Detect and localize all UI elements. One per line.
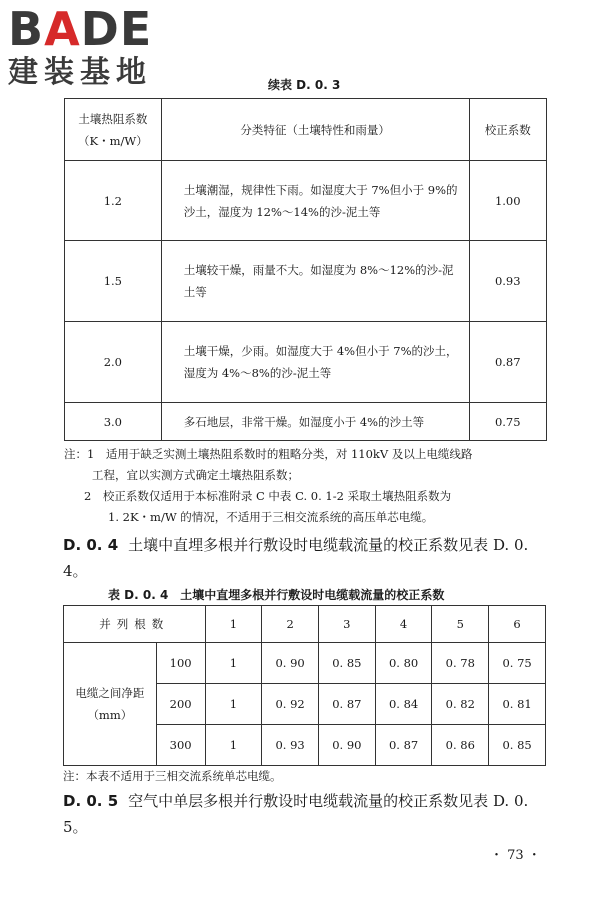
header-correction: 校正系数	[469, 99, 546, 161]
cell-value: 1	[205, 725, 262, 766]
cell-description: 多石地层，非常干燥。如湿度小于 4%的沙土等	[161, 403, 469, 441]
cell-value: 0. 90	[318, 725, 375, 766]
header-thermal-resistance	[65, 99, 162, 161]
clause-text: 土壤中直埋多根并行敷设时电缆载流量的校正系数见表 D. 0. 4。	[63, 536, 529, 580]
cell-coefficient: 0.87	[469, 322, 546, 403]
cell-value: 0. 75	[489, 643, 546, 684]
cell-value: 0. 78	[432, 643, 489, 684]
header-count: 2	[262, 606, 319, 643]
brand-logo	[8, 2, 178, 90]
clause-text: 空气中单层多根并行敷设时电缆载流量的校正系数见表 D. 0. 5。	[63, 792, 529, 836]
cell-value: 0. 87	[375, 725, 432, 766]
header-classification: 分类特征（土壤特性和雨量）	[161, 99, 469, 161]
cell-value: 0. 86	[432, 725, 489, 766]
cell-value: 0. 92	[262, 684, 319, 725]
row-label-line: 电缆之间净距	[75, 686, 145, 700]
row-label-line: （mm）	[87, 708, 133, 722]
header-count: 5	[432, 606, 489, 643]
cell-value: 1	[205, 684, 262, 725]
cell-description: 土壤较干燥，雨量不大。如湿度为 8%～12%的沙-泥土等	[161, 241, 469, 322]
cell-resistance: 1.2	[65, 161, 162, 241]
cell-spacing: 300	[156, 725, 205, 766]
page-number: ・ 73 ・	[490, 848, 541, 863]
table1-caption: 续表 D. 0. 3	[268, 78, 341, 92]
table-header-row	[65, 99, 547, 161]
logo-wordmark: BADE	[8, 2, 153, 56]
cell-value: 1	[205, 643, 262, 684]
clause-d05	[63, 788, 553, 840]
header-count: 6	[489, 606, 546, 643]
table-row	[65, 241, 547, 322]
header-count: 3	[318, 606, 375, 643]
cell-resistance: 3.0	[65, 403, 162, 441]
table-row	[65, 322, 547, 403]
header-line: 土壤热阻系数	[78, 111, 148, 126]
cell-spacing: 200	[156, 684, 205, 725]
row-label-spacing	[64, 643, 157, 766]
header-line: （K・m/W）	[78, 133, 148, 148]
header-count: 1	[205, 606, 262, 643]
cell-value: 0. 90	[262, 643, 319, 684]
soil-thermal-resistance-table	[64, 98, 547, 441]
cell-value: 0. 81	[489, 684, 546, 725]
table-row	[64, 643, 546, 684]
header-parallel-count	[64, 606, 206, 643]
table-header-row	[64, 606, 546, 643]
clause-number: D. 0. 5	[63, 792, 119, 810]
cell-coefficient: 0.75	[469, 403, 546, 441]
table2-note: 注：本表不适用于三相交流系统单芯电缆。	[63, 769, 282, 783]
cell-coefficient: 1.00	[469, 161, 546, 241]
cell-description: 土壤潮湿，规律性下雨。如湿度大于 7%但小于 9%的沙土，湿度为 12%～14%的沙-泥土等	[161, 161, 469, 241]
cell-description: 土壤干燥，少雨。如湿度大于 4%但小于 7%的沙土，湿度为 4%～8%的沙-泥土等	[161, 322, 469, 403]
table1-note-2	[84, 486, 549, 528]
note-line: 注：1 适用于缺乏实测土壤热阻系数时的粗略分类，对 110kV 及以上电缆线路	[64, 447, 473, 461]
note-line: 2 校正系数仅适用于本标准附录 C 中表 C. 0. 1-2 采取土壤热阻系数为	[84, 489, 452, 503]
cell-value: 0. 93	[262, 725, 319, 766]
clause-d04	[63, 532, 553, 584]
cell-value: 0. 84	[375, 684, 432, 725]
cell-value: 0. 80	[375, 643, 432, 684]
table1-note-1	[64, 444, 549, 486]
table2-caption: 表 D. 0. 4 土壤中直埋多根并行敷设时电缆载流量的校正系数	[108, 588, 445, 602]
parallel-cable-correction-table	[63, 605, 546, 766]
note-line: 工程，宜以实测方式确定土壤热阻系数；	[92, 468, 299, 482]
header-count: 4	[375, 606, 432, 643]
cell-value: 0. 82	[432, 684, 489, 725]
cell-value: 0. 85	[318, 643, 375, 684]
logo-subtitle: 建装基地	[8, 55, 152, 90]
cell-value: 0. 85	[489, 725, 546, 766]
cell-resistance: 1.5	[65, 241, 162, 322]
cell-coefficient: 0.93	[469, 241, 546, 322]
table-row	[65, 161, 547, 241]
clause-number: D. 0. 4	[63, 536, 119, 554]
table-row	[65, 403, 547, 441]
cell-value: 0. 87	[318, 684, 375, 725]
note-line: 1. 2K・m/W 的情况，不适用于三相交流系统的高压单芯电缆。	[108, 510, 434, 524]
cell-spacing: 100	[156, 643, 205, 684]
header-label: 并列根数	[99, 617, 170, 631]
cell-resistance: 2.0	[65, 322, 162, 403]
